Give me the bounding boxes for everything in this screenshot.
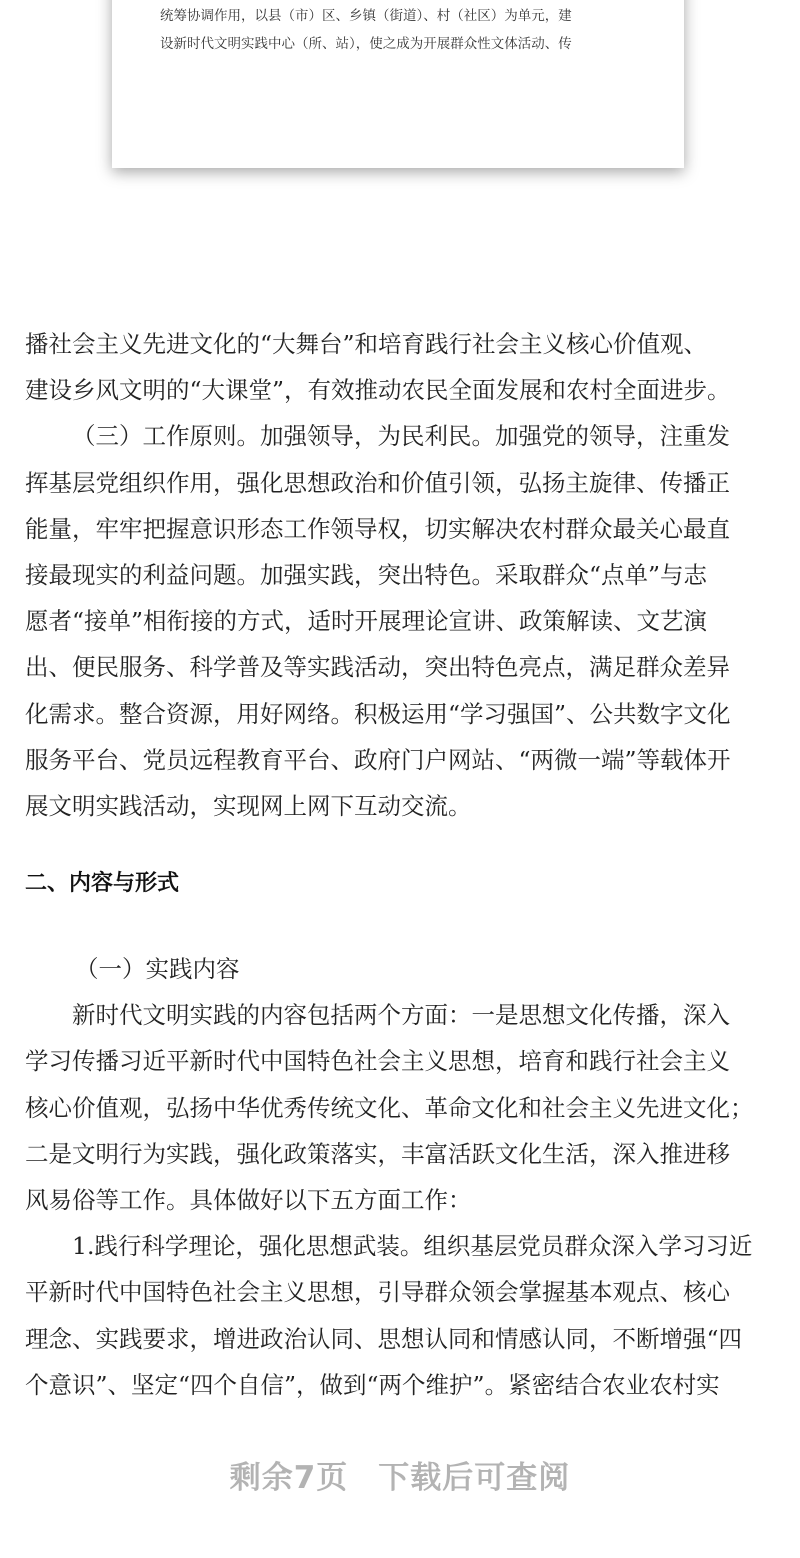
paragraph <box>25 1223 777 1408</box>
sub-heading: （一）实践内容 <box>75 955 240 983</box>
card-line: 设新时代文明实践中心（所、站），使之成为开展群众性文体活动、传 <box>160 36 572 52</box>
paragraph-work-principles <box>25 413 777 829</box>
text-line: 出、便民服务、科学普及等实践活动，突出特色亮点，满足群众差异 <box>25 653 730 682</box>
text-line: 个意识”、坚定“四个自信”，做到“两个维护”。紧密结合农业农村实 <box>25 1370 720 1399</box>
text-line: 核心价值观，弘扬中华优秀传统文化、革命文化和社会主义先进文化； <box>25 1093 754 1122</box>
card-line: 统筹协调作用，以县（市）区、乡镇（街道）、村（社区）为单元，建 <box>160 8 572 24</box>
card-text <box>160 2 648 58</box>
text-line: 愿者“接单”相衔接的方式，适时开展理论宣讲、政策解读、文艺演 <box>25 607 708 636</box>
remaining-pages-label: 剩余7页 <box>229 1460 349 1496</box>
text-line: 建设乡风文明的“大课堂”，有效推动农民全面发展和农村全面进步。 <box>25 376 731 405</box>
text-line: 服务平台、党员远程教育平台、政府门户网站、“两微一端”等载体开 <box>25 745 731 774</box>
text-line: 学习传播习近平新时代中国特色社会主义思想，培育和践行社会主义 <box>25 1047 730 1076</box>
text-line: 平新时代中国特色社会主义思想，引导群众领会掌握基本观点、核心 <box>25 1278 730 1307</box>
text-line: 能量，牢牢把握意识形态工作领导权，切实解决农村群众最关心最直 <box>25 514 730 543</box>
download-to-view-label: 下载后可查阅 <box>378 1460 571 1496</box>
text-line: 展文明实践活动，实现网上网下互动交流。 <box>25 792 472 821</box>
text-line: 理念、实践要求，增进政治认同、思想认同和情感认同，不断增强“四 <box>25 1324 743 1353</box>
text-line: 播社会主义先进文化的“大舞台”和培育践行社会主义核心价值观、 <box>25 330 708 358</box>
download-prompt[interactable] <box>0 1452 800 1497</box>
section-heading: 二、内容与形式 <box>25 871 180 896</box>
text-line: 接最现实的利益问题。加强实践，突出特色。采取群众“点单”与志 <box>25 561 708 590</box>
paragraph <box>25 992 777 1223</box>
text-line: 挥基层党组织作用，强化思想政治和价值引领，弘扬主旋律、传播正 <box>25 468 730 497</box>
text-line: 化需求。整合资源，用好网络。积极运用“学习强国”、公共数字文化 <box>25 699 731 728</box>
text-line: 二是文明行为实践，强化政策落实，丰富活跃文化生活，深入推进移 <box>25 1139 730 1168</box>
text-line: 1.践行科学理论，强化思想武装。组织基层党员群众深入学习习近 <box>72 1232 753 1261</box>
document-preview-card <box>112 0 684 168</box>
document-body-section2 <box>25 946 777 1408</box>
document-body-section1 <box>25 321 777 829</box>
text-line: （三）工作原则。加强领导，为民利民。加强党的领导，注重发 <box>72 422 730 451</box>
text-line: 新时代文明实践的内容包括两个方面：一是思想文化传播，深入 <box>72 1001 730 1030</box>
text-line: 风易俗等工作。具体做好以下五方面工作： <box>25 1186 472 1215</box>
paragraph <box>25 321 777 413</box>
